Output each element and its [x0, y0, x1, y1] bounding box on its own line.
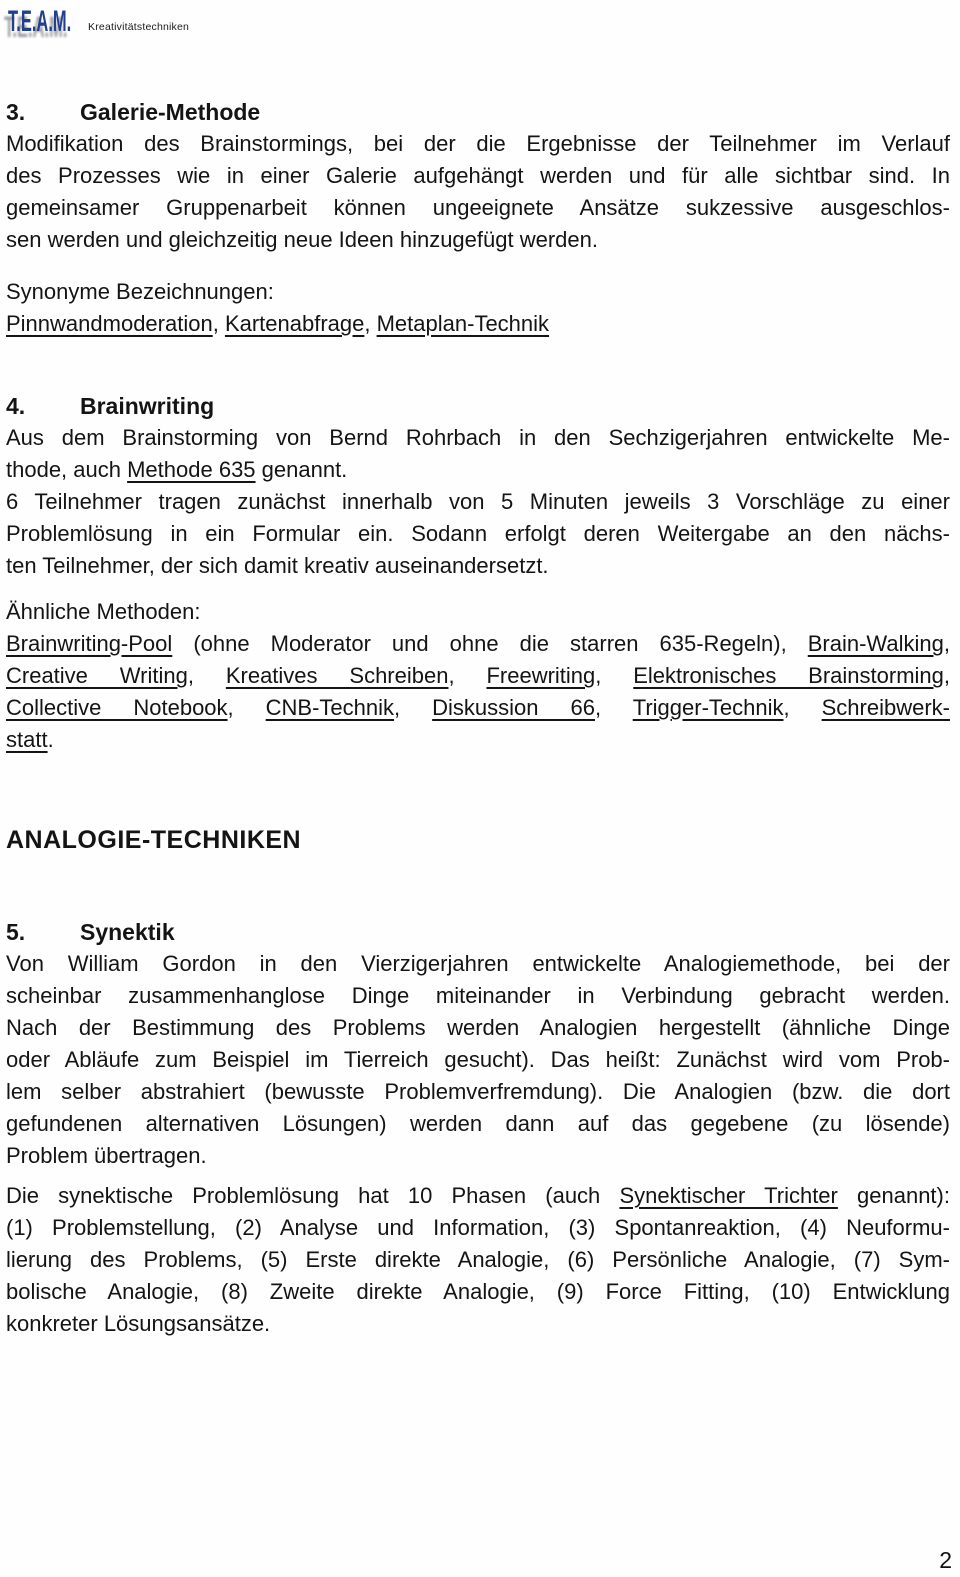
- underlined-text: Methode 635: [127, 457, 256, 482]
- underlined-text: Kreatives Schreiben: [225, 663, 449, 688]
- text-line: [6, 192, 950, 224]
- text-line: [6, 1212, 950, 1244]
- text-segment: ,: [364, 311, 377, 336]
- text-segment: Modifikation des Brainstormings, bei der die Ergebnisse der Teilnehmer im Verlauf: [6, 131, 950, 156]
- text-line: [6, 724, 950, 756]
- text-segment: Nach der Bestimmung des Problems werden Analogien hergestellt (ähnliche Dinge: [6, 1015, 950, 1040]
- underlined-text: Synektischer Trichter: [619, 1183, 838, 1208]
- text-line: [6, 276, 950, 308]
- underlined-text: Collective Notebook: [6, 695, 228, 720]
- spacer: [6, 1172, 950, 1180]
- text-segment: konkreter Lösungsansätze.: [6, 1311, 271, 1336]
- text-segment: thode, auch: [6, 457, 128, 482]
- text-segment: des Prozesses wie in einer Galerie aufgehängt werden und für alle sichtbar sind. In: [6, 163, 950, 188]
- underlined-text: Pinnwandmoderation: [6, 311, 213, 336]
- text-segment: ten Teilnehmer, der sich damit kreativ auseinandersetzt.: [6, 553, 549, 578]
- text-segment: (1) Problemstellung, (2) Analyse und Information, (3) Spontanreaktion, (4) Neuformu-: [6, 1215, 950, 1240]
- logo-subtitle: Kreativitätstechniken: [88, 21, 190, 33]
- team-logo: T.E.A.M.: [8, 5, 72, 38]
- text-segment: ,: [594, 695, 633, 720]
- text-line: [6, 948, 950, 980]
- chapter-heading: ANALOGIE-TECHNIKEN: [6, 826, 302, 854]
- text-line: [6, 454, 950, 486]
- underlined-text: Creative Writing: [6, 663, 188, 688]
- underlined-text: Freewriting: [486, 663, 596, 688]
- text-line: [6, 628, 950, 660]
- text-segment: ,: [227, 695, 266, 720]
- text-line: [6, 224, 950, 256]
- underlined-text: Brain-Walking: [807, 631, 944, 656]
- text-segment: (ohne Moderator und ohne die starren 635-Regeln),: [172, 631, 808, 656]
- text-segment: genannt):: [837, 1183, 950, 1208]
- text-line: [6, 1180, 950, 1212]
- text-segment: .: [47, 727, 54, 752]
- text-line: [6, 422, 950, 454]
- underlined-text: Diskussion 66: [432, 695, 595, 720]
- text-line: [6, 128, 950, 160]
- text-line: [6, 1108, 950, 1140]
- document-body: [6, 96, 950, 1340]
- text-line: [6, 550, 950, 582]
- text-line: [6, 1012, 950, 1044]
- text-segment: Synonyme Bezeichnungen:: [6, 279, 274, 304]
- text-line: [6, 1044, 950, 1076]
- text-line: [6, 1140, 950, 1172]
- text-segment: gemeinsamer Gruppenarbeit können ungeeignete Ansätze sukzessive ausgeschlos-: [6, 195, 950, 220]
- text-segment: Von William Gordon in den Vierzigerjahren entwickelte Analogiemethode, bei der: [6, 951, 950, 976]
- text-line: [6, 596, 950, 628]
- spacer: [6, 860, 950, 916]
- underlined-text: Kartenabfrage: [224, 311, 365, 336]
- text-line: [6, 1076, 950, 1108]
- text-segment: ,: [187, 663, 226, 688]
- text-segment: ,: [783, 695, 822, 720]
- section-number: 3.: [6, 99, 26, 125]
- underlined-text: Trigger-Technik: [632, 695, 784, 720]
- underlined-text: Metaplan-Technik: [376, 311, 550, 336]
- underlined-text: CNB-Technik: [265, 695, 395, 720]
- text-segment: ,: [943, 631, 950, 656]
- text-line: [6, 692, 950, 724]
- text-segment: genannt.: [255, 457, 348, 482]
- text-line: [6, 518, 950, 550]
- section-heading: [6, 390, 950, 422]
- text-segment: ,: [394, 695, 433, 720]
- text-line: [6, 486, 950, 518]
- text-segment: Ähnliche Methoden:: [6, 599, 201, 624]
- text-line: [6, 1244, 950, 1276]
- text-line: [6, 160, 950, 192]
- text-segment: Problemlösung in ein Formular ein. Sodann erfolgt deren Weitergabe an den nächs-: [6, 521, 950, 546]
- spacer: [6, 582, 950, 596]
- spacer: [6, 756, 950, 820]
- section-heading: [6, 96, 950, 128]
- text-line: [6, 660, 950, 692]
- text-segment: lem selber abstrahiert (bewusste Problemverfremdung). Die Analogien (bzw. die dort: [6, 1079, 950, 1104]
- text-segment: Aus dem Brainstorming von Bernd Rohrbach in den Sechzigerjahren entwickelte Me-: [6, 425, 950, 450]
- text-segment: ,: [943, 663, 951, 688]
- text-segment: lierung des Problems, (5) Erste direkte Analogie, (6) Persönliche Analogie, (7) Sym-: [6, 1247, 950, 1272]
- text-segment: ,: [595, 663, 634, 688]
- text-segment: ,: [212, 311, 225, 336]
- underlined-text: Brainwriting-Pool: [6, 631, 173, 656]
- section-number: 4.: [6, 393, 26, 419]
- text-line: [6, 980, 950, 1012]
- text-line: [6, 308, 950, 340]
- underlined-text: Elektronisches Brainstorming: [633, 663, 944, 688]
- text-segment: Problem übertragen.: [6, 1143, 207, 1168]
- section-title: Synektik: [80, 919, 175, 945]
- spacer: [6, 256, 950, 276]
- text-segment: 6 Teilnehmer tragen zunächst innerhalb von 5 Minuten jeweils 3 Vorschläge zu einer: [6, 489, 950, 514]
- text-segment: bolische Analogie, (8) Zweite direkte Analogie, (9) Force Fitting, (10) Entwicklung: [6, 1279, 950, 1304]
- text-line: [6, 1276, 950, 1308]
- text-segment: oder Abläufe zum Beispiel im Tierreich gesucht). Das heißt: Zunächst wird vom Prob-: [6, 1047, 950, 1072]
- text-segment: scheinbar zusammenhanglose Dinge miteinander in Verbindung gebracht werden.: [6, 983, 950, 1008]
- section-heading: [6, 916, 950, 948]
- text-segment: ,: [448, 663, 487, 688]
- underlined-text: Schreibwerk-: [821, 695, 950, 720]
- underlined-text: statt: [6, 727, 48, 752]
- section-title: Brainwriting: [80, 393, 215, 419]
- text-line: [6, 1308, 950, 1340]
- text-segment: sen werden und gleichzeitig neue Ideen hinzugefügt werden.: [6, 227, 598, 252]
- text-segment: Die synektische Problemlösung hat 10 Phasen (auch: [6, 1183, 620, 1208]
- page-number: 2: [939, 1547, 952, 1573]
- section-title: Galerie-Methode: [80, 99, 261, 125]
- text-segment: gefundenen alternativen Lösungen) werden dann auf das gegebene (zu lösende): [6, 1111, 950, 1136]
- section-number: 5.: [6, 919, 26, 945]
- spacer: [6, 340, 950, 390]
